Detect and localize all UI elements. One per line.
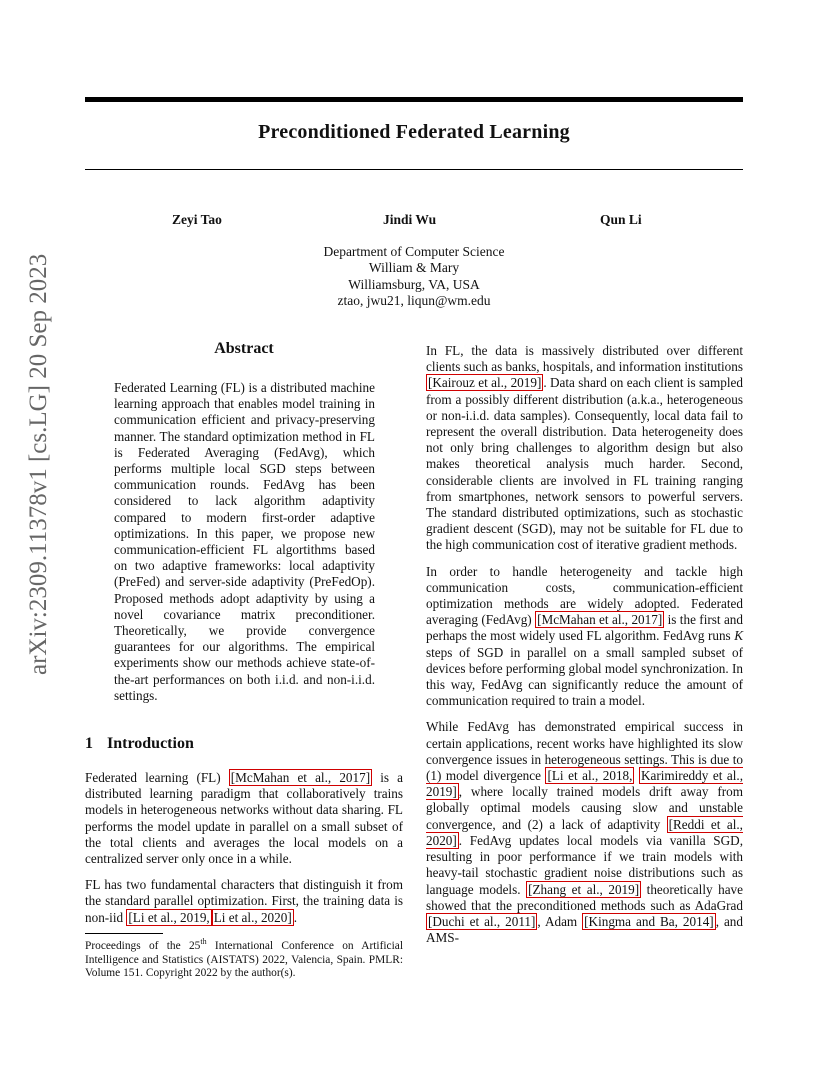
citation-link[interactable]: Karimireddy et al., 2019] [426,768,743,800]
text-run: FL has two fundamental characters that distinguish it from the standard parallel optimization. First, the training data is non-iid [85,877,403,925]
paper-title: Preconditioned Federated Learning [258,121,570,143]
abstract-text: Federated Learning (FL) is a distributed machine learning approach that enables model training in communication efficient and privacy-preserving manner. The standard optimization method in FL is Federated Averaging (FedAvg), which performs multiple local SGD steps between communication rounds. FedAvg has been considered to lack algorithm adaptivity compared to modern first-order adaptive optimizations. In this paper, we propose new communication-efficient FL algortithms based on two adaptive frameworks: local adaptivity (PreFed) and server-side adaptivity (PreFedOp). Proposed methods adopt adaptivity by using a novel covariance matrix preconditioner. Theoretically, we provide convergence guarantees for our algorithms. The empirical experiments show our methods achieve state-of-the-art performances on both i.i.d. and non-i.i.d. settings. [114,380,375,703]
title-top-rule [85,97,743,102]
citation-link[interactable]: [McMahan et al., 2017] [537,612,663,628]
citation-link[interactable]: [McMahan et al., 2017] [230,770,371,785]
section-number: 1 [85,735,93,752]
right-paragraph-1 [426,343,743,554]
citation-link[interactable]: [Kairouz et al., 2019] [428,375,542,391]
text-run: . Data shard on each client is sampled from a possibly different distribution (a.k.a., heterogeneous or non-i.i.d. data samples). Consequently, local data fail to represent the overall distribution. Data heterogeneity does not only bring challenges to algorithm design but also makes theoretical analysis much harder. Second, considerable clients are involved in FL training ranging from smartphones, network sensors to powerful servers. The standard distributed optimizations, such as stochastic gradient descent (SGD), may not be suitable for FL due to the high communication cost of iterative gradient methods. [426,375,743,553]
text-run: Federated learning (FL) [85,770,229,785]
text-run: While FedAvg has demonstrated empirical success in certain applications, recent works have highlighted its slow convergence issues in heterogeneous settings. This is due to (1) model divergence [426,719,743,784]
citation-link[interactable]: [Kingma and Ba, 2014] [584,913,714,929]
left-column-body [85,770,403,936]
text-run: , and AMS- [426,913,743,946]
section-heading-introduction [85,735,194,753]
section-title: Introduction [107,735,194,752]
affiliation [85,244,743,309]
affiliation-dept: Department of Computer Science [323,244,505,259]
citation-link[interactable]: Li et al., 2020] [213,909,292,925]
text-run: , where locally trained models drift away from globally optimal models causing slow and unstable convergence, and (2) a lack of adaptivity [426,784,743,832]
text-run: , Adam [537,913,583,929]
affiliation-school: William & Mary [368,260,460,276]
text-run: International Conference on Artificial Intelligence and Statistics (AISTATS) 2022, Valencia, Spain. PMLR: Volume 151. Copyright 2022 by the author(s). [85,940,403,980]
right-column-body [426,343,743,956]
text-run: . FedAvg updates local models via vanilla SGD, resulting in poor performance if we train models with heavy-tail stochastic gradient noise distributions such as language models. [426,832,743,897]
text-run: steps of SGD in parallel on a small sampled subset of devices before performing global model synchronization. In this way, FedAvg can significantly reduce the amount of communication required to train a model. [426,644,743,709]
right-paragraph-2 [426,564,743,710]
affiliation-emails: ztao, jwu21, liqun@wm.edu [337,292,491,308]
text-run: . [293,909,298,925]
author-1: Zeyi Tao [172,212,222,227]
intro-paragraph-2 [85,877,403,926]
affiliation-location: Williamsburg, VA, USA [348,276,480,292]
abstract-heading: Abstract [214,340,274,357]
footnote [85,937,403,981]
text-run: is a distributed learning paradigm that collaboratively trains models in heterogeneous networks without data sharing. FL performs the model update in parallel on a small subset of the total clients and averages the local models on a centralized server only once in a while. [85,770,403,867]
intro-paragraph-1 [85,770,403,867]
text-run: is the first and perhaps the most widely used FL algorithm. FedAvg runs [426,612,743,644]
footnote-rule [85,933,163,934]
superscript: th [200,937,207,947]
citation-link[interactable]: [Duchi et al., 2011] [428,913,536,929]
citation-link[interactable]: [Zhang et al., 2019] [528,881,640,897]
text-run: In FL, the data is massively distributed over different clients such as banks, hospitals, and information institutions [426,343,743,375]
text-run: Proceedings of the 25 [85,940,201,952]
citation-link[interactable]: [Reddi et al., 2020] [426,816,743,848]
arxiv-identifier: arXiv:2309.11378v1 [cs.LG] 20 Sep 2023 [25,253,52,675]
math-variable: K [734,628,743,644]
citation-link[interactable]: [Li et al., 2019, [128,909,210,925]
title-bottom-rule [85,169,743,170]
author-2: Jindi Wu [383,212,437,227]
text-run: theoretically have showed that the preconditioned methods such as AdaGrad [426,881,743,913]
text-run: In order to handle heterogeneity and tackle high communication costs, communication-efficient optimization methods are widely adopted. Federated averaging (FedAvg) [426,563,743,628]
right-paragraph-3 [426,719,743,946]
author-3: Qun Li [600,212,642,227]
citation-link[interactable]: [Li et al., 2018, [547,768,633,784]
